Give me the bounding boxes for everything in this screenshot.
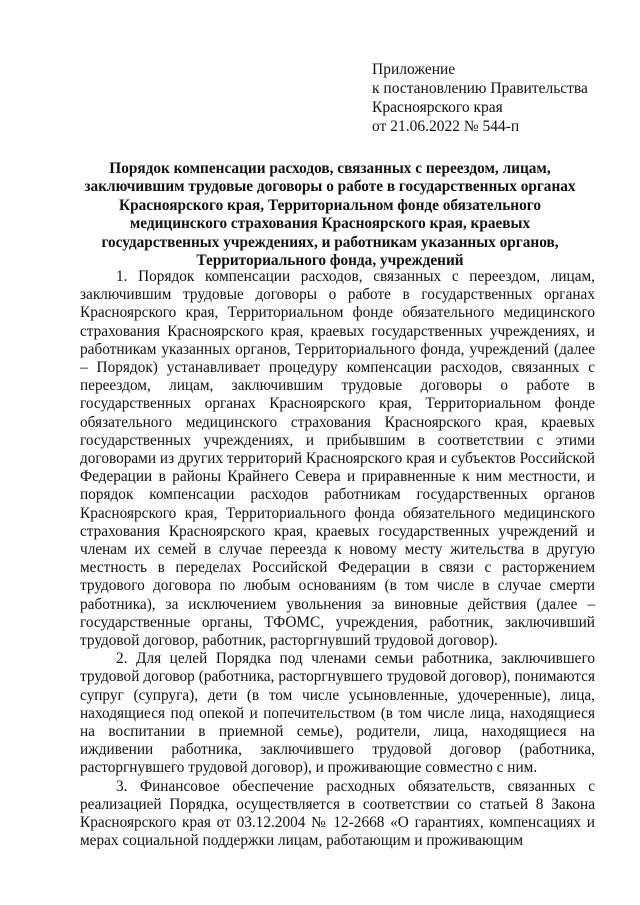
- title-line: Территориального фонда, учреждений: [196, 252, 464, 270]
- title-line: заключившим трудовые договоры о работе в государственных органах: [84, 178, 576, 196]
- appendix-region: Красноярского края: [372, 99, 503, 116]
- document-body: [80, 268, 595, 851]
- paragraph-1: 1. Порядок компенсации расходов, связанных с переездом, лицам, заключившим трудовые договоры о работе в государственных органах Красноярского края, Территориальном фонде обязательного медицинского страхования Красноярского края, краевых государственных учреждениях, и работникам указанных органов, Территориального фонда, учреждений (далее – Порядок) устанавливает процедуру компенсации расходов, связанных с переездом, лицам, заключившим трудовые договоры о работе в государственных органах Красноярского края, Территориальном фонде обязательного медицинского страхования Красноярского края, краевых государственных учреждениях, и прибывшим в соответствии с этими договорами из других территорий Красноярского края и субъектов Российской Федерации в районы Крайнего Севера и приравненные к ним местности, и порядок компенсации расходов работникам государственных органов Красноярского края, Территориального фонда обязательного медицинского страхования Красноярского края, краевых государственных учреждений и членам их семей в случае переезда к новому месту жительства в другую местность в переделах Российской Федерации в связи с расторжением трудового договора по любым основаниям (в том числе в случае смерти работника), за исключением увольнения за виновные действия (далее – государственные органы, ТФОМС, учреждения, работник, заключивший трудовой договор, работник, расторгнувший трудовой договор).: [80, 268, 595, 650]
- title-line: медицинского страхования Красноярского края, краевых: [129, 215, 531, 233]
- title-line: государственных учреждениях, и работникам указанных органов,: [101, 233, 559, 251]
- document-title: [70, 160, 590, 270]
- title-line: Порядок компенсации расходов, связанных с переездом, лицам,: [109, 160, 551, 177]
- appendix-header: [372, 60, 622, 136]
- appendix-label: Приложение: [372, 61, 456, 78]
- appendix-date-number: от 21.06.2022 № 544-п: [372, 118, 520, 135]
- paragraph-2: 2. Для целей Порядка под членами семьи работника, заключившего трудовой договор (работника, расторгнувшего трудовой договор), понимаются супруг (супруга), дети (в том числе усыновленные, удочеренные), лица, находящиеся под опекой и попечительством (в том числе лица, находящиеся на воспитании в приемной семье), родители, лица, находящиеся на иждивении работника, заключившего трудовой договор (работника, расторгнувшего трудовой договор), и проживающие совместно с ним.: [80, 650, 595, 777]
- appendix-resolution-ref: к постановлению Правительства: [372, 80, 588, 97]
- paragraph-3: 3. Финансовое обеспечение расходных обязательств, связанных с реализацией Порядка, осуществляется в соответствии со статьей 8 Закона Красноярского края от 03.12.2004 № 12-2668 «О гарантиях, компенсациях и мерах социальной поддержки лицам, работающим и проживающим: [80, 777, 595, 850]
- title-line: Красноярского края, Территориальном фонде обязательного: [118, 196, 541, 214]
